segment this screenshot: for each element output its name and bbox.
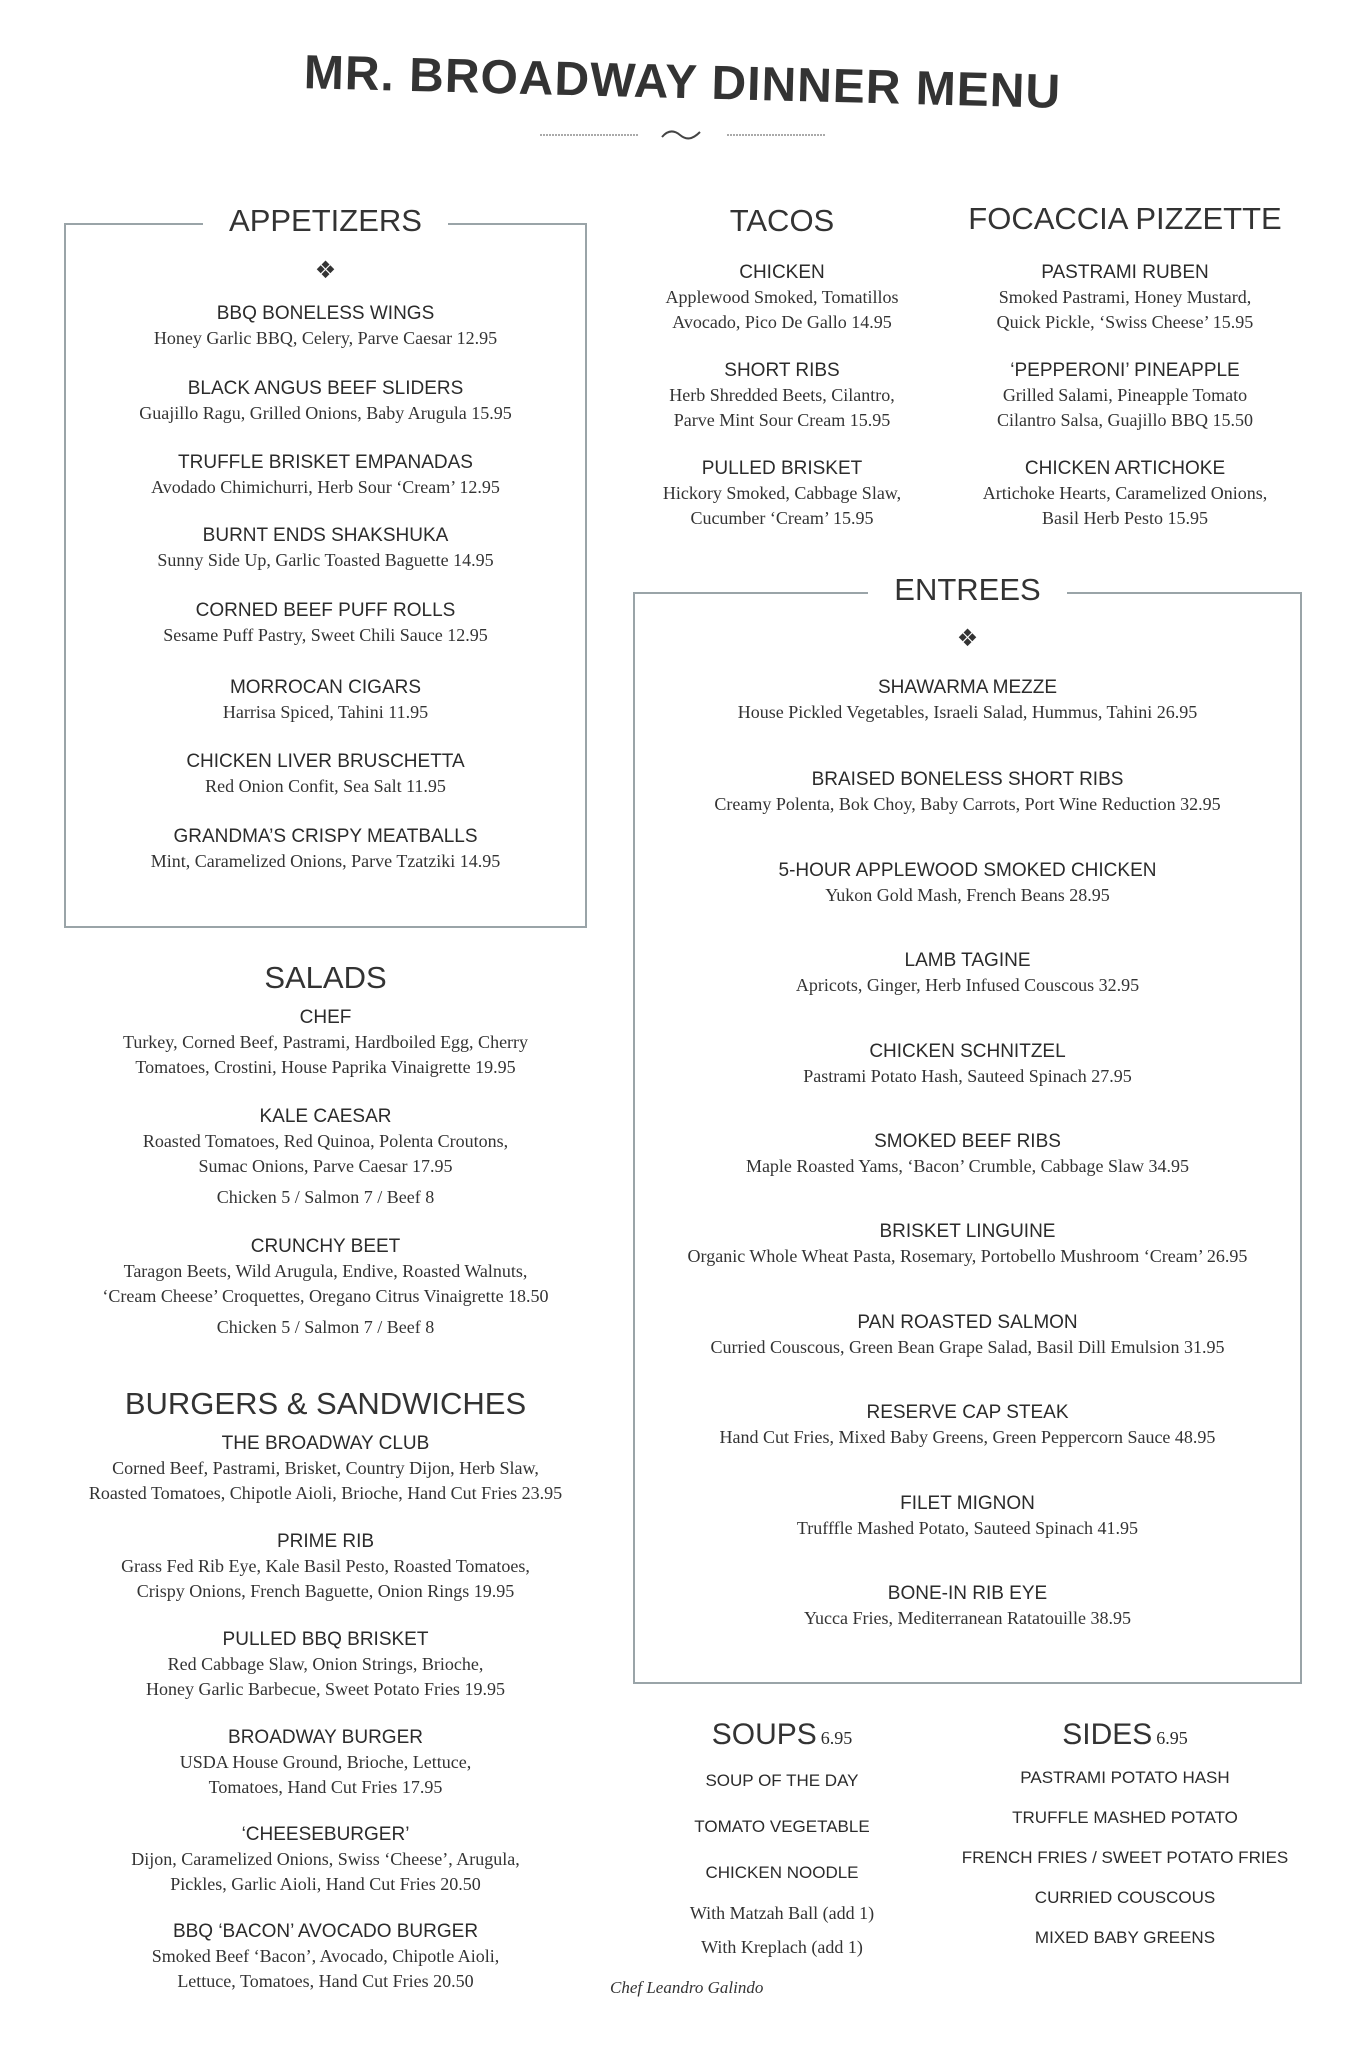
list-item: SHORT RIBS Herb Shredded Beets, Cilantro, Parve Mint Sour Cream 15.95 bbox=[669, 360, 895, 430]
list-item: ‘CHEESEBURGER’ Dijon, Caramelized Onions, Swiss ‘Cheese’, Arugula, Pickles, Garlic Aioli, Hand Cut Fries 20.50 bbox=[131, 1824, 520, 1894]
list-item: CHICKEN NOODLE bbox=[705, 1863, 859, 1882]
list-item: PULLED BRISKET Hickory Smoked, Cabbage Slaw, Cucumber ‘Cream’ 15.95 bbox=[662, 458, 902, 528]
list-item: SHAWARMA MEZZE House Pickled Vegetables, Israeli Salad, Hummus, Tahini 26.95 bbox=[737, 677, 1198, 722]
list-item: FILET MIGNON Trufffle Mashed Potato, Sauteed Spinach 41.95 bbox=[796, 1493, 1139, 1538]
sides-heading-row bbox=[960, 1718, 1290, 1752]
sides-list bbox=[960, 1758, 1290, 1958]
soups-list bbox=[632, 1758, 932, 1964]
title-ornament bbox=[540, 128, 825, 142]
list-item: GRANDMA’S CRISPY MEATBALLS Mint, Caramelized Onions, Parve Tzatziki 14.95 bbox=[150, 826, 501, 871]
soups-price: 6.95 bbox=[820, 1728, 853, 1748]
entrees-heading: ENTREES bbox=[868, 572, 1066, 607]
appetizers-list bbox=[64, 302, 587, 874]
list-item: PASTRAMI RUBEN Smoked Pastrami, Honey Mustard, Quick Pickle, ‘Swiss Cheese’ 15.95 bbox=[996, 262, 1254, 332]
list-item: PULLED BBQ BRISKET Red Cabbage Slaw, Onion Strings, Brioche, Honey Garlic Barbecue, Sweet Potato Fries 19.95 bbox=[146, 1629, 505, 1699]
list-item: With Matzah Ball (add 1) bbox=[689, 1903, 875, 1923]
list-item: CORNED BEEF PUFF ROLLS Sesame Puff Pastry, Sweet Chili Sauce 12.95 bbox=[163, 600, 488, 645]
list-item: SMOKED BEEF RIBS Maple Roasted Yams, ‘Bacon’ Crumble, Cabbage Slaw 34.95 bbox=[745, 1131, 1190, 1176]
list-item: 5-HOUR APPLEWOOD SMOKED CHICKEN Yukon Gold Mash, French Beans 28.95 bbox=[778, 860, 1157, 905]
salads-heading: SALADS bbox=[264, 960, 387, 995]
list-item: BROADWAY BURGER USDA House Ground, Brioche, Lettuce, Tomatoes, Hand Cut Fries 17.95 bbox=[179, 1727, 472, 1797]
list-item: BRAISED BONELESS SHORT RIBS Creamy Polenta, Bok Choy, Baby Carrots, Port Wine Reduction 32.95 bbox=[714, 769, 1221, 814]
burgers-list bbox=[64, 1432, 587, 1994]
tacos-list bbox=[632, 261, 932, 531]
list-item: MIXED BABY GREENS bbox=[1034, 1928, 1216, 1947]
list-item: BLACK ANGUS BEEF SLIDERS Guajillo Ragu, Grilled Onions, Baby Arugula 15.95 bbox=[139, 378, 512, 423]
list-item: PRIME RIB Grass Fed Rib Eye, Kale Basil Pesto, Roasted Tomatoes, Crispy Onions, French Baguette, Onion Rings 19.95 bbox=[121, 1531, 530, 1601]
list-item: FRENCH FRIES / SWEET POTATO FRIES bbox=[961, 1848, 1289, 1867]
list-item: BBQ BONELESS WINGS Honey Garlic BBQ, Celery, Parve Caesar 12.95 bbox=[153, 303, 498, 348]
list-item: CHICKEN LIVER BRUSCHETTA Red Onion Confit, Sea Salt 11.95 bbox=[186, 751, 465, 796]
list-item: BURNT ENDS SHAKSHUKA Sunny Side Up, Garlic Toasted Baguette 14.95 bbox=[157, 525, 494, 570]
list-item: CHICKEN SCHNITZEL Pastrami Potato Hash, Sauteed Spinach 27.95 bbox=[803, 1041, 1132, 1086]
list-item: With Kreplach (add 1) bbox=[701, 1937, 863, 1957]
soups-heading: SOUPS bbox=[711, 1718, 817, 1751]
burgers-heading: BURGERS & SANDWICHES bbox=[124, 1386, 527, 1421]
list-item: TOMATO VEGETABLE bbox=[694, 1817, 870, 1836]
list-item: ‘PEPPERONI’ PINEAPPLE Grilled Salami, Pineapple Tomato Cilantro Salsa, Guajillo BBQ 15.50 bbox=[997, 360, 1253, 430]
list-item: KALE CAESAR Roasted Tomatoes, Red Quinoa, Polenta Croutons, Sumac Onions, Parve Caesar 17.95 Chicken 5 / Salmon 7 / Beef 8 bbox=[142, 1106, 509, 1207]
list-item: BONE-IN RIB EYE Yucca Fries, Mediterranean Ratatouille 38.95 bbox=[804, 1583, 1131, 1628]
sides-heading: SIDES bbox=[1062, 1718, 1153, 1751]
appetizers-heading: APPETIZERS bbox=[203, 203, 448, 238]
entrees-list bbox=[633, 676, 1302, 1631]
list-item: THE BROADWAY CLUB Corned Beef, Pastrami, Brisket, Country Dijon, Herb Slaw, Roasted Tomatoes, Chipotle Aioli, Brioche, Hand Cut Fries 23.95 bbox=[88, 1433, 563, 1503]
list-item: CURRIED COUSCOUS bbox=[1034, 1888, 1216, 1907]
list-item: CRUNCHY BEET Taragon Beets, Wild Arugula, Endive, Roasted Walnuts, ‘Cream Cheese’ Croquettes, Oregano Citrus Vinaigrette 18.50 Chicken 5 / Salmon 7 / Beef 8 bbox=[102, 1236, 549, 1337]
list-item: CHICKEN ARTICHOKE Artichoke Hearts, Caramelized Onions, Basil Herb Pesto 15.95 bbox=[982, 458, 1268, 528]
appetizers-ornament-icon: ❖ bbox=[314, 256, 337, 284]
list-item: SOUP OF THE DAY bbox=[705, 1771, 859, 1790]
tacos-heading: TACOS bbox=[729, 203, 835, 238]
list-item: PAN ROASTED SALMON Curried Couscous, Green Bean Grape Salad, Basil Dill Emulsion 31.95 bbox=[710, 1312, 1225, 1357]
list-item: PASTRAMI POTATO HASH bbox=[1020, 1768, 1230, 1787]
list-item: TRUFFLE BRISKET EMPANADAS Avodado Chimichurri, Herb Sour ‘Cream’ 12.95 bbox=[151, 452, 500, 497]
focaccia-list bbox=[960, 261, 1290, 531]
entrees-ornament-icon: ❖ bbox=[956, 624, 979, 652]
soups-heading-row bbox=[632, 1718, 932, 1752]
salads-list bbox=[64, 1006, 587, 1340]
list-item: TRUFFLE MASHED POTATO bbox=[1012, 1808, 1238, 1827]
list-item: RESERVE CAP STEAK Hand Cut Fries, Mixed Baby Greens, Green Peppercorn Sauce 48.95 bbox=[719, 1402, 1216, 1447]
list-item: BBQ ‘BACON’ AVOCADO BURGER Smoked Beef ‘Bacon’, Avocado, Chipotle Aioli, Lettuce, Tomatoes, Hand Cut Fries 20.50 bbox=[151, 1921, 500, 1991]
sides-price: 6.95 bbox=[1156, 1728, 1188, 1748]
focaccia-heading: FOCACCIA PIZZETTE bbox=[968, 201, 1282, 236]
list-item: BRISKET LINGUINE Organic Whole Wheat Pasta, Rosemary, Portobello Mushroom ‘Cream’ 26.95 bbox=[687, 1221, 1248, 1266]
list-item: CHICKEN Applewood Smoked, Tomatillos Avocado, Pico De Gallo 14.95 bbox=[665, 262, 899, 332]
list-item: LAMB TAGINE Apricots, Ginger, Herb Infused Couscous 32.95 bbox=[795, 950, 1140, 995]
list-item: CHEF Turkey, Corned Beef, Pastrami, Hardboiled Egg, Cherry Tomatoes, Crostini, House Paprika Vinaigrette 19.95 bbox=[122, 1007, 529, 1077]
chef-credit: Chef Leandro Galindo bbox=[610, 1978, 764, 1997]
list-item: MORROCAN CIGARS Harrisa Spiced, Tahini 11.95 bbox=[222, 677, 429, 722]
menu-title: MR. BROADWAY DINNER MENU bbox=[303, 46, 1062, 119]
